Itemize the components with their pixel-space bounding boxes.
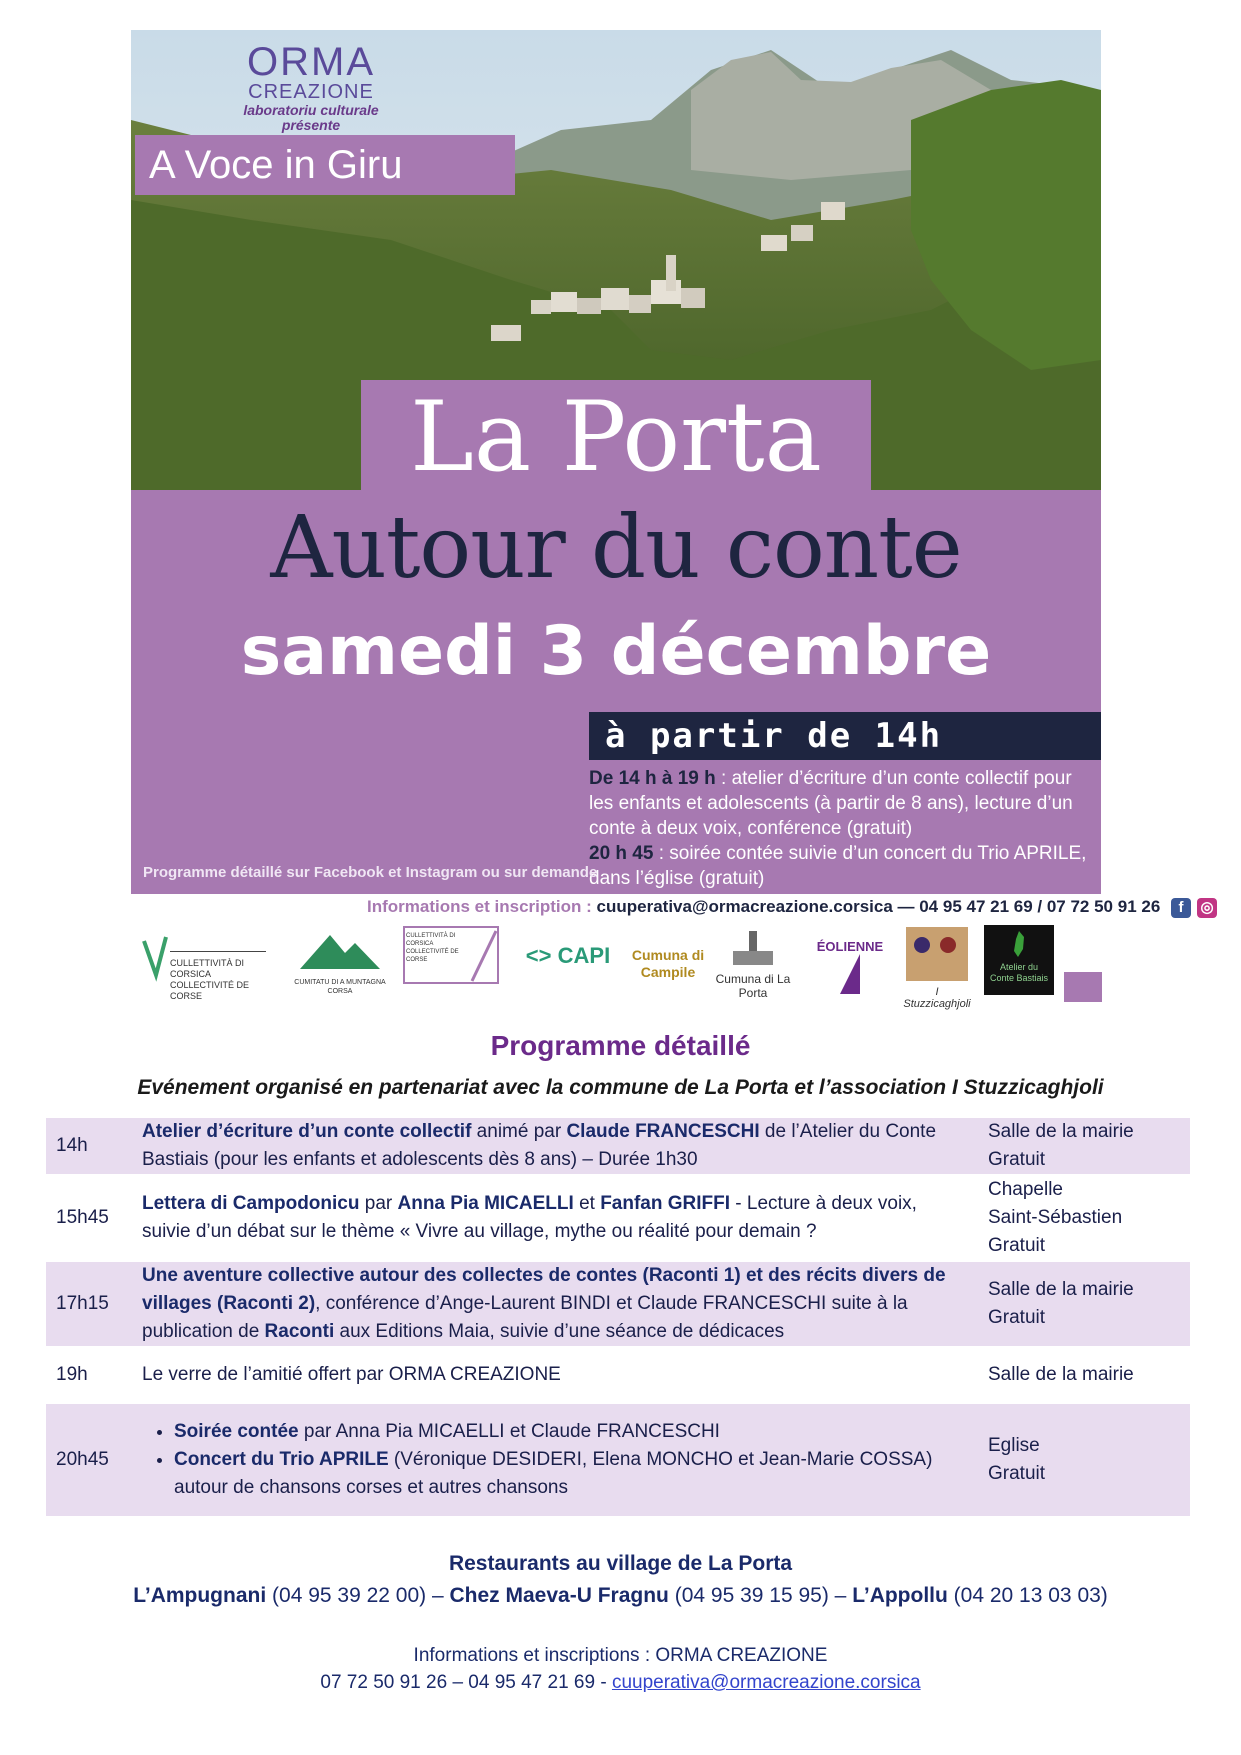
sponsor-name: I Stuzzicaghjoli	[903, 986, 971, 1010]
restaurant-name: L’Ampugnani	[133, 1584, 267, 1607]
sponsor-atelier-conte	[984, 925, 1054, 995]
row-time: 15h45	[46, 1175, 132, 1261]
footer-phones: 07 72 50 91 26 – 04 95 47 21 69 -	[320, 1672, 612, 1693]
sponsor-name: CULLETTIVITÀ DI CORSICA COLLECTIVITÉ DE CORSE	[170, 958, 250, 1001]
sponsor-adec	[402, 925, 500, 1005]
info-line	[367, 897, 1217, 918]
sponsor-name: Cumuna di La Porta	[715, 972, 791, 1000]
programme-subtitle: Evénement organisé en partenariat avec la commune de La Porta et l’association I Stuzzicaghjoli	[137, 1076, 1104, 1099]
row-time: 20h45	[46, 1403, 132, 1517]
detail-afternoon	[589, 766, 1089, 841]
sponsor-eolienne	[810, 925, 890, 1005]
table-row	[46, 1175, 1190, 1261]
sponsor-name: ÉOLIENNE	[816, 939, 884, 954]
sponsor-name: Cumuna di Campile	[631, 947, 705, 980]
location-line: Gratuit	[988, 1235, 1046, 1256]
row-text: animé par	[471, 1121, 567, 1142]
restaurants-line	[0, 1584, 1241, 1608]
restaurant-name: Chez Maeva-U Fragnu	[449, 1584, 669, 1607]
logo-lab: laboratoriu culturale	[243, 102, 379, 118]
village-title: La Porta	[410, 381, 822, 493]
row-time: 17h15	[46, 1261, 132, 1347]
footer-contact	[0, 1672, 1241, 1694]
sponsor-muntagna	[290, 925, 390, 1005]
programme-note: Programme détaillé sur Facebook et Instagram ou sur demande	[143, 864, 598, 881]
sponsor-stuzzicaghjoli	[902, 925, 972, 1010]
row-bold: Raconti	[264, 1321, 335, 1342]
row-time: 19h	[46, 1347, 132, 1403]
detail-afternoon-text: : atelier d’écriture d’un conte collectif pour les enfants et adolescents (à partir de 8 ans), lecture d’un conte à deux voix, conférence (gratuit)	[589, 768, 1073, 839]
sponsor-capi	[518, 925, 618, 1005]
location-line: Gratuit	[988, 1463, 1046, 1484]
detail-evening	[589, 841, 1089, 891]
table-row	[46, 1118, 1190, 1175]
corsica-map-icon	[1004, 929, 1034, 959]
row-bold: Lettera di Campodonicu	[142, 1193, 360, 1214]
restaurants-title: Restaurants au village de La Porta	[448, 1552, 793, 1575]
row-text: , conférence d’Ange-Laurent BINDI et Claude FRANCESCHI suite à la publication de	[142, 1293, 908, 1342]
detail-evening-time: 20 h 45	[589, 843, 654, 864]
row-bold: Fanfan GRIFFI	[600, 1193, 731, 1214]
eolienne-logo-icon	[820, 954, 880, 994]
row-text: aux Editions Maia, suivie d’une séance de dédicaces	[334, 1321, 785, 1342]
row-bold: Atelier d’écriture d’un conte collectif	[142, 1121, 472, 1142]
sponsor-name: CUMITATU DI A MUNTAGNA CORSA	[294, 979, 386, 995]
row-bold: Claude FRANCESCHI	[566, 1121, 760, 1142]
location-line: Gratuit	[988, 1149, 1046, 1170]
series-title: A Voce in Giru	[135, 135, 515, 195]
detail-evening-text: : soirée contée suivie d’un concert du Trio APRILE, dans l’église (gratuit)	[589, 843, 1087, 889]
row-bold: Une aventure collective autour des collectes de contes (Raconti 1) et des récits divers de villages (Raconti 2)	[142, 1265, 946, 1314]
restaurant-phone: (04 20 13 03 03)	[947, 1584, 1108, 1607]
row-time: 14h	[46, 1118, 132, 1175]
row-bold: Concert du Trio APRILE	[174, 1449, 389, 1470]
detail-afternoon-time: De 14 h à 19 h	[589, 768, 716, 789]
row-bold: Anna Pia MICAELLI	[397, 1193, 574, 1214]
row-text: par	[359, 1193, 398, 1214]
row-description: Le verre de l’amitié offert par ORMA CREAZIONE	[132, 1347, 978, 1403]
location-line: Gratuit	[988, 1307, 1046, 1328]
logo-presente: présente	[281, 117, 341, 133]
row-location	[978, 1118, 1190, 1175]
row-location	[978, 1261, 1190, 1347]
facebook-icon[interactable]: f	[1171, 898, 1191, 918]
row-bold: Soirée contée	[174, 1421, 299, 1442]
row-description	[132, 1175, 978, 1261]
row-location	[978, 1403, 1190, 1517]
row-location	[978, 1175, 1190, 1261]
row-description	[132, 1118, 978, 1175]
row-text: de l’Atelier du Conte Bastiais (pour les enfants et adolescents dès 8 ans) – Durée 1h30	[142, 1121, 937, 1170]
capi-arrow-icon: <>	[525, 943, 552, 968]
row-text: par Anna Pia MICAELLI et Claude FRANCESCHI	[298, 1421, 720, 1442]
sponsor-la-porta	[708, 925, 798, 1005]
location-line: Salle de la mairie	[988, 1121, 1134, 1142]
logo-creazione: CREAZIONE	[248, 81, 374, 103]
footer-email-link[interactable]: cuuperativa@ormacreazione.corsica	[611, 1672, 921, 1693]
row-text: - Lecture à deux voix, suivie d’un débat sur le thème « Vivre au village, mythe ou réalité pour demain ?	[142, 1193, 917, 1242]
row-description	[132, 1403, 978, 1517]
church-logo-icon	[723, 925, 783, 969]
evening-list	[142, 1418, 968, 1502]
programme-table	[46, 1118, 1190, 1518]
location-line: Salle de la mairie	[988, 1364, 1134, 1385]
row-text: (Véronique DESIDERI, Elena MONCHO et Jean-Marie COSSA) autour de chansons corses et autres chansons	[174, 1449, 933, 1498]
start-time-banner: à partir de 14h	[589, 712, 1101, 760]
row-location	[978, 1347, 1190, 1403]
location-line: Eglise	[988, 1435, 1040, 1456]
restaurant-phone: (04 95 39 15 95) –	[668, 1584, 853, 1607]
table-row	[46, 1261, 1190, 1347]
location-line: Chapelle	[988, 1179, 1063, 1200]
table-row	[46, 1347, 1190, 1403]
location-line: Salle de la mairie	[988, 1279, 1134, 1300]
info-label: Informations et inscription :	[367, 897, 592, 916]
table-row	[46, 1403, 1190, 1517]
sponsor-logos	[140, 925, 1100, 1010]
instagram-icon[interactable]: ◎	[1197, 898, 1217, 918]
logo-orma: ORMA	[247, 40, 375, 84]
sponsor-collectivite-corse	[140, 925, 270, 1005]
sponsor-name: CULLETTIVITÀ DI CORSICA COLLECTIVITÉ DE CORSE	[406, 933, 459, 963]
info-contact[interactable]: cuuperativa@ormacreazione.corsica — 04 95 47 21 69 / 07 72 50 91 26	[591, 897, 1161, 916]
restaurant-name: L’Appollu	[852, 1584, 948, 1607]
sponsor-campile	[628, 925, 708, 1005]
event-date: samedi 3 décembre	[240, 612, 992, 691]
mountain-logo-icon	[290, 925, 390, 975]
decorative-square	[1064, 972, 1102, 1002]
event-poster	[131, 30, 1101, 894]
restaurant-phone: (04 95 39 22 00) –	[266, 1584, 450, 1607]
list-item	[174, 1418, 968, 1446]
sponsor-name: Atelier du Conte Bastiais	[989, 962, 1049, 983]
poster-details	[589, 766, 1089, 891]
location-line: Saint-Sébastien	[988, 1207, 1123, 1228]
row-text: et	[573, 1193, 601, 1214]
orma-creazione-logo	[231, 42, 391, 132]
row-description	[132, 1261, 978, 1347]
stuzzicaghjoli-logo-icon	[904, 925, 970, 983]
sponsor-name: CAPI	[557, 943, 611, 968]
theme-title: Autour du conte	[270, 498, 962, 598]
list-item	[174, 1446, 968, 1502]
footer-info: Informations et inscriptions : ORMA CREAZIONE	[413, 1645, 828, 1666]
programme-title: Programme détaillé	[490, 1030, 751, 1061]
